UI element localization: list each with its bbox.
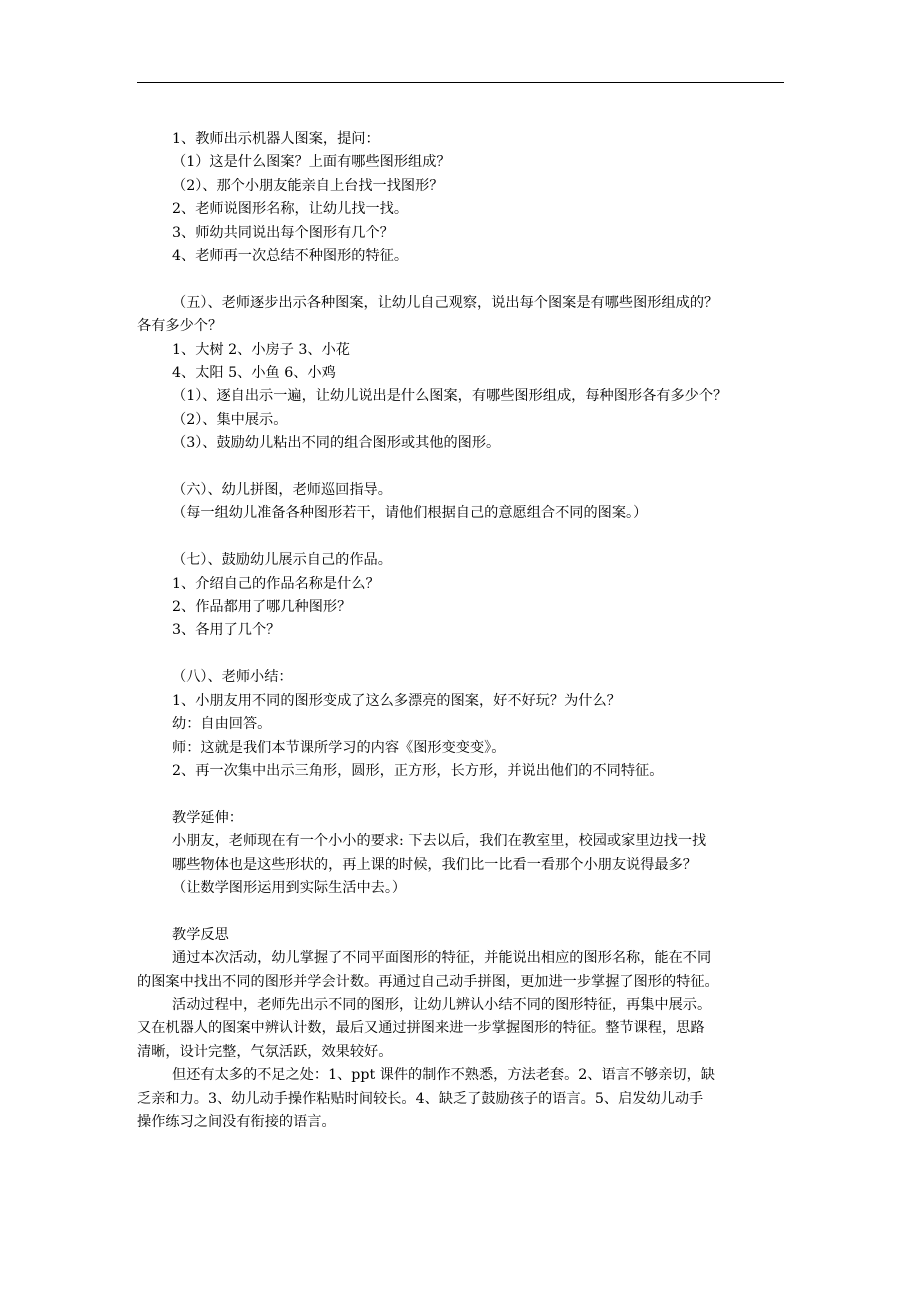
- reflection-paragraph: 又在机器人的图案中辨认计数，最后又通过拼图来进一步掌握图形的特征。整节课程，思路: [137, 1020, 705, 1037]
- section8-heading: （八）、老师小结：: [172, 669, 293, 686]
- spacer: [137, 900, 789, 923]
- section8-item: 师：这就是我们本节课所学习的内容《图形变变变》。: [172, 739, 506, 756]
- reflection-paragraph: 操作练习之间没有衔接的语言。: [137, 1113, 336, 1130]
- header-rule: [137, 82, 784, 83]
- section7-item: 3、各用了几个？: [172, 622, 281, 639]
- intro-line: 4、老师再一次总结不种图形的特征。: [172, 248, 409, 265]
- section5-step: （1）、逐自出示一遍，让幼儿说出是什么图案，有哪些图形组成，每种图形各有多少个？: [172, 388, 728, 405]
- section5-heading-cont: 各有多少个？: [137, 318, 223, 335]
- section8-item: 1、小朋友用不同的图形变成了这么多漂亮的图案，好不好玩？为什么？: [172, 692, 621, 709]
- spacer: [137, 526, 789, 549]
- reflection-paragraph: 的图案中找出不同的图形并学会计数。再通过自己动手拼图，更加进一步掌握了图形的特征。: [137, 973, 719, 990]
- section5-step: （2）、集中展示。: [172, 411, 288, 428]
- spacer: [137, 643, 789, 666]
- intro-line: （1）这是什么图案？上面有哪些图形组成？: [172, 154, 451, 171]
- section5-item: 4、太阳 5、小鱼 6、小鸡: [172, 365, 336, 382]
- section5-item: 1、大树 2、小房子 3、小花: [172, 341, 350, 358]
- reflection-paragraph: 清晰，设计完整，气氛活跃，效果较好。: [137, 1043, 393, 1060]
- spacer: [137, 456, 789, 479]
- section8-item: 幼：自由回答。: [172, 716, 272, 733]
- document-body: [137, 128, 789, 1134]
- section8-item: 2、再一次集中出示三角形，圆形，正方形，长方形，并说出他们的不同特征。: [172, 762, 664, 779]
- reflection-heading: 教学反思: [172, 926, 229, 943]
- section6-note: （每一组幼儿准备各种图形若干，请他们根据自己的意愿组合不同的图案。）: [172, 505, 648, 522]
- section5-step: （3）、鼓励幼儿粘出不同的组合图形或其他的图形。: [172, 435, 501, 452]
- section7-heading: （七）、鼓励幼儿展示自己的作品。: [172, 552, 392, 569]
- intro-line: 1、教师出示机器人图案，提问：: [172, 131, 380, 147]
- spacer: [137, 783, 789, 806]
- reflection-paragraph: 活动过程中，老师先出示不同的图形，让幼儿辨认小结不同的图形特征，再集中展示。: [172, 996, 712, 1013]
- spacer: [137, 268, 789, 291]
- extension-heading: 教学延伸：: [172, 809, 243, 826]
- section7-item: 2、作品都用了哪几种图形？: [172, 599, 352, 616]
- extension-paragraph: 小朋友，老师现在有一个小小的要求: 下去以后，我们在教室里，校园或家里边找一找: [172, 833, 707, 850]
- extension-note: （让数学图形运用到实际生活中去。）: [172, 879, 407, 896]
- section7-item: 1、介绍自己的作品名称是什么？: [172, 575, 380, 592]
- reflection-paragraph: 乏亲和力。3、幼儿动手操作粘贴时间较长。4、缺乏了鼓励孩子的语言。5、启发幼儿动手: [137, 1090, 704, 1107]
- intro-line: 3、师幼共同说出每个图形有几个？: [172, 224, 394, 241]
- intro-line: （2）、那个小朋友能亲自上台找一找图形？: [172, 177, 444, 194]
- reflection-paragraph: 通过本次活动，幼儿掌握了不同平面图形的特征，并能说出相应的图形名称，能在不同: [172, 950, 712, 967]
- intro-line: 2、老师说图形名称，让幼儿找一找。: [172, 201, 409, 218]
- section5-heading: （五）、老师逐步出示各种图案，让幼儿自己观察，说出每个图案是有哪些图形组成的？: [172, 294, 719, 311]
- extension-paragraph: 哪些物体也是这些形状的，再上课的时候，我们比一比看一看那个小朋友说得最多？: [172, 856, 697, 873]
- reflection-paragraph: 但还有太多的不足之处：1、ppt 课件的制作不熟悉，方法老套。2、语言不够亲切，缺: [172, 1067, 715, 1084]
- section6-heading: （六）、幼儿拼图，老师巡回指导。: [172, 482, 392, 499]
